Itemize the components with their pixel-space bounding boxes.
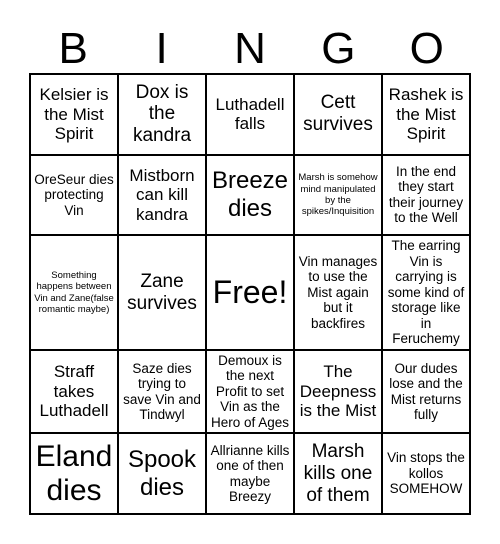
bingo-cell[interactable]: In the end they start their journey to the Well	[382, 155, 470, 236]
bingo-cell[interactable]: Our dudes lose and the Mist returns fully	[382, 350, 470, 434]
bingo-cell[interactable]: Dox is the kandra	[118, 74, 206, 155]
bingo-cell[interactable]: Vin stops the kollos SOMEHOW	[382, 433, 470, 514]
bingo-cell[interactable]: Breeze dies	[206, 155, 294, 236]
bingo-cell[interactable]: OreSeur dies protecting Vin	[30, 155, 118, 236]
bingo-cell[interactable]: Luthadell falls	[206, 74, 294, 155]
header-letter-i: I	[155, 24, 168, 73]
bingo-cell[interactable]: Marsh is somehow mind manipulated by the spikes/Inquisition	[294, 155, 382, 236]
bingo-cell[interactable]: Eland dies	[30, 433, 118, 514]
header-letter-b: B	[58, 24, 88, 73]
bingo-cell[interactable]: Something happens between Vin and Zane(false romantic maybe)	[30, 235, 118, 350]
bingo-cell[interactable]: Saze dies trying to save Vin and Tindwyl	[118, 350, 206, 434]
bingo-cell[interactable]: Cett survives	[294, 74, 382, 155]
bingo-cell[interactable]: Straff takes Luthadell	[30, 350, 118, 434]
bingo-cell[interactable]: Demoux is the next Profit to set Vin as the Hero of Ages	[206, 350, 294, 434]
bingo-cell[interactable]: The earring Vin is carrying is some kind of storage like in Feruchemy	[382, 235, 470, 350]
header-letter-g: G	[321, 24, 356, 73]
bingo-cell[interactable]: Rashek is the Mist Spirit	[382, 74, 470, 155]
free-space-cell[interactable]: Free!	[206, 235, 294, 350]
bingo-cell[interactable]: Mistborn can kill kandra	[118, 155, 206, 236]
header-letter-n: N	[234, 24, 266, 73]
bingo-cell[interactable]: Kelsier is the Mist Spirit	[30, 74, 118, 155]
bingo-cell[interactable]: Zane survives	[118, 235, 206, 350]
bingo-card-grid	[29, 73, 471, 515]
header-letter-o: O	[409, 24, 444, 73]
bingo-header	[29, 24, 471, 74]
bingo-cell[interactable]: Vin manages to use the Mist again but it backfires	[294, 235, 382, 350]
bingo-cell[interactable]: The Deepness is the Mist	[294, 350, 382, 434]
bingo-cell[interactable]: Marsh kills one of them	[294, 433, 382, 514]
bingo-cell[interactable]: Spook dies	[118, 433, 206, 514]
bingo-cell[interactable]: Allrianne kills one of then maybe Breezy	[206, 433, 294, 514]
